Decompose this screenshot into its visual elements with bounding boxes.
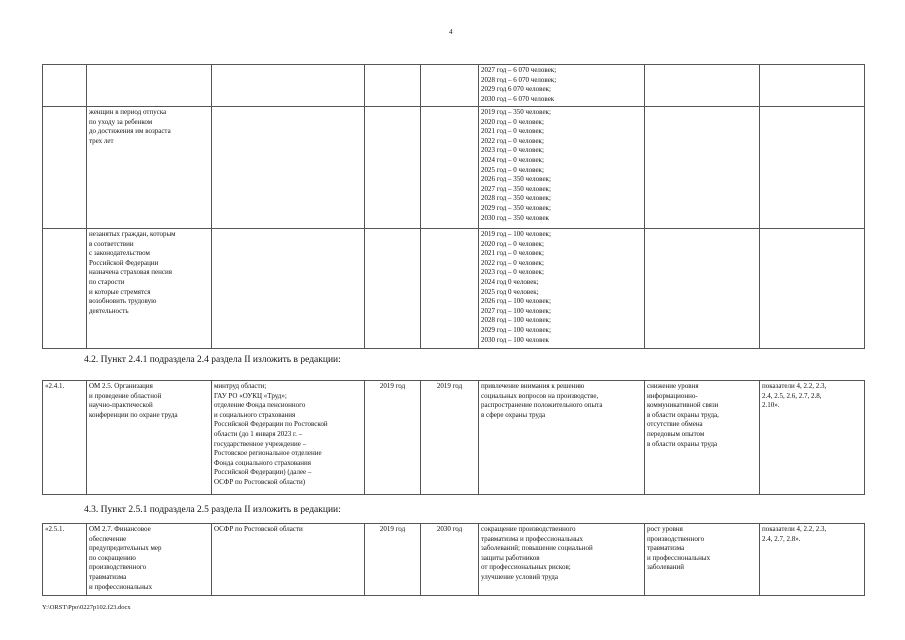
file-path-footer: Y:\ORST\Ppo\0227p102.f23.docx xyxy=(42,604,131,611)
indicators: показатели 4, 2.2, 2.3, 2.4, 2.5, 2.6, 2.7, 2.8, 2.10». xyxy=(760,381,865,495)
consequence: рост уровня производственного травматизма и профессиональных заболеваний xyxy=(645,524,760,596)
category-cell: женщин в период отпуска по уходу за ребенком до достижения им возраста трех лет xyxy=(87,107,212,229)
table-row xyxy=(43,65,865,107)
section-heading: 4.3. Пункт 2.5.1 подраздела 2.5 раздела II изложить в редакции: xyxy=(84,505,341,515)
table-row xyxy=(43,381,865,495)
section-heading: 4.2. Пункт 2.4.1 подраздела 2.4 раздела II изложить в редакции: xyxy=(84,355,341,365)
table-row xyxy=(43,229,865,349)
expected-result: привлечение внимания к решению социальных вопросов на производстве, распространение положительного опыта в сфере охраны труда xyxy=(479,381,645,495)
table-row xyxy=(43,107,865,229)
measure-table xyxy=(42,380,865,495)
executor: минтруд области; ГАУ РО «ОУКЦ «Труд»; отделение Фонда пенсионного и социального страхования Российской Федерации по Ростовской области (до 1 января 2023 г. – государственное учреждение – Ростовское региональное отделение Фонда социального страхования Российской Федерации) (далее – ОСФР по Ростовской области) xyxy=(212,381,365,495)
executor: ОСФР по Ростовской области xyxy=(212,524,365,596)
end-year: 2030 год xyxy=(421,524,479,596)
years-cell: 2019 год – 100 человек; 2020 год – 0 человек; 2021 год – 0 человек; 2022 год – 0 человек; 2023 год – 0 человек; 2024 год 0 человек; 2025 год 0 человек; 2026 год – 100 человек; 2027 год – 100 человек; 2028 год – 100 человек; 2029 год – 100 человек; 2030 год – 100 человек xyxy=(479,229,645,349)
measure-name: ОМ 2.5. Организация и проведение областной научно-практической конференции по охране труда xyxy=(87,381,212,495)
item-number: «2.4.1. xyxy=(43,381,87,495)
expected-result: сокращение производственного травматизма и профессиональных заболеваний; повышение социальной защиты работников от профессиональных рисков; улучшение условий труда xyxy=(479,524,645,596)
item-number: «2.5.1. xyxy=(43,524,87,596)
start-year: 2019 год xyxy=(365,524,421,596)
page-number: 4 xyxy=(449,28,453,36)
consequence: снижение уровня информационно- коммуникативной связи в области охраны труда, отсутствие обмена передовым опытом в области охраны труда xyxy=(645,381,760,495)
end-year: 2019 год xyxy=(421,381,479,495)
start-year: 2019 год xyxy=(365,381,421,495)
category-cell: незанятых граждан, которым в соответствии с законодательством Российской Федерации назначена страховая пенсия по старости и которые стремятся возобновить трудовую деятельность xyxy=(87,229,212,349)
measure-name: ОМ 2.7. Финансовое обеспечение предупредительных мер по сокращению производственного травматизма и профессиональных xyxy=(87,524,212,596)
years-cell: 2019 год – 350 человек; 2020 год – 0 человек; 2021 год – 0 человек; 2022 год – 0 человек; 2023 год – 0 человек; 2024 год – 0 человек; 2025 год – 0 человек; 2026 год – 350 человек; 2027 год – 350 человек; 2028 год – 350 человек; 2029 год – 350 человек; 2030 год – 350 человек xyxy=(479,107,645,229)
indicators: показатели 4, 2.2, 2.3, 2.4, 2.7, 2.8». xyxy=(760,524,865,596)
targets-table xyxy=(42,64,865,349)
table-row xyxy=(43,524,865,596)
years-cell: 2027 год – 6 070 человек; 2028 год – 6 070 человек; 2029 год 6 070 человек; 2030 год – 6 070 человек xyxy=(479,65,645,107)
measure-table xyxy=(42,523,865,596)
